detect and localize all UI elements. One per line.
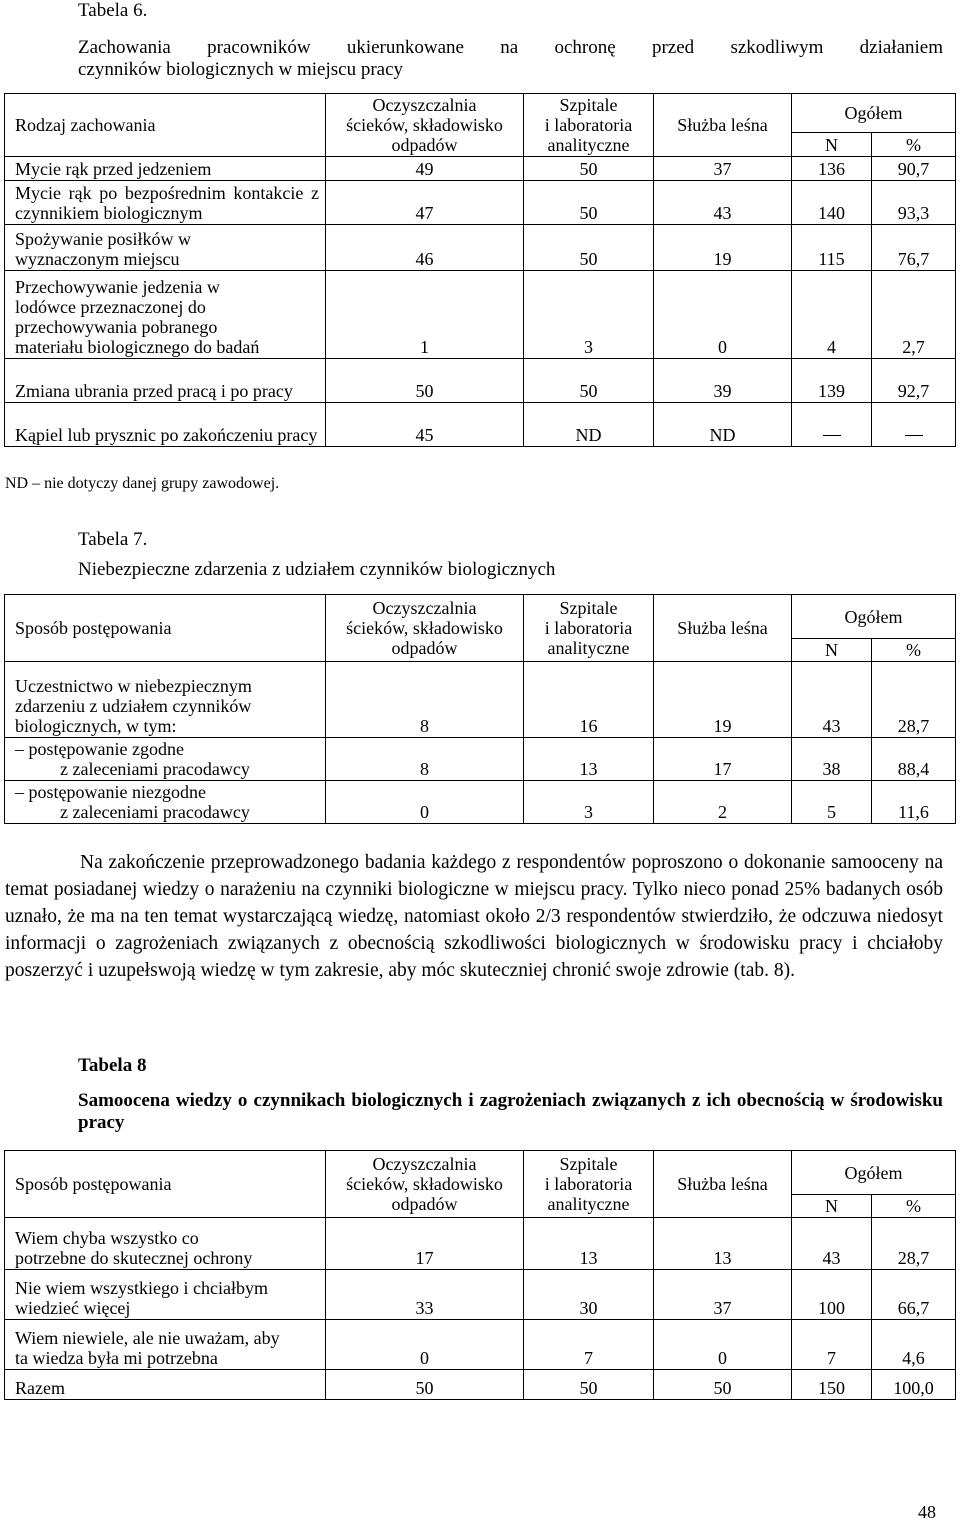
table-row: Razem 50 50 50 150 100,0	[5, 1370, 956, 1400]
table-row: Wiem chyba wszystko co potrzebne do skutecznej ochrony 17 13 13 43 28,7	[5, 1218, 956, 1270]
table-row: Zmiana ubrania przed pracą i po pracy 50 50 39 139 92,7	[5, 359, 956, 403]
table6	[4, 93, 956, 447]
table-row: Uczestnictwo w niebezpiecznym zdarzeniu z udziałem czynników biologicznych, w tym: 8 16 19 43 28,7	[5, 662, 956, 738]
table6-header-pct: %	[872, 133, 956, 157]
table6-title-line2: czynników biologicznych w miejscu pracy	[78, 59, 404, 80]
table8-header-method: Sposób postępowania	[5, 1151, 326, 1218]
table-row: Wiem niewiele, ale nie uważam, aby ta wiedza była mi potrzebna 0 7 0 7 4,6	[5, 1320, 956, 1370]
table8-header-n: N	[792, 1195, 872, 1218]
table-row: – postępowanie niezgodne z zaleceniami pracodawcy 0 3 2 5 11,6	[5, 781, 956, 824]
table-row: Spożywanie posiłków w wyznaczonym miejscu 46 50 19 115 76,7	[5, 225, 956, 271]
dash-bullet: –	[15, 739, 24, 759]
table-row: – postępowanie zgodne z zaleceniami pracodawcy 8 13 17 38 88,4	[5, 738, 956, 781]
not-applicable-dash	[872, 403, 956, 447]
table7-label: Tabela 7.	[78, 529, 148, 550]
table6-label: Tabela 6.	[78, 0, 148, 21]
table6-header-n: N	[792, 133, 872, 157]
table8-header-hospitals: Szpitale i laboratoria analityczne	[524, 1151, 654, 1218]
table6-footnote: ND – nie dotyczy danej grupy zawodowej.	[5, 475, 280, 492]
body-paragraph: Na zakończenie przeprowadzonego badania każdego z respondentów poproszono o dokonanie samooceny na temat posiadanej wiedzy o narażeniu na czynniki biologiczne w miejscu pracy. Tylko nieco ponad 25% badanych osób uznało, że ma na ten temat wystarczającą wiedzę, natomiast około 2/3 respondentów stwierdziło, że odczuwa niedosyt informacji o zagrożeniach związanych z obecnością szkodliwości biologicznych w środowisku pracy i chciałoby poszerzyć i uzupełswoją wiedzę w tym zakresie, aby móc skuteczniej chronić swoje zdrowie (tab. 8).	[5, 852, 943, 981]
table-row: Mycie rąk przed jedzeniem 49 50 37 136 90,7	[5, 157, 956, 181]
table8	[4, 1150, 956, 1400]
table6-header-forestry: Służba leśna	[654, 94, 792, 157]
dash-bullet: –	[15, 782, 24, 802]
table6-header-total: Ogółem	[792, 94, 956, 133]
table7-header-n: N	[792, 639, 872, 662]
table7-header-total: Ogółem	[792, 595, 956, 639]
table8-header-total: Ogółem	[792, 1151, 956, 1195]
table-row: Nie wiem wszystkiego i chciałbym wiedzieć więcej 33 30 37 100 66,7	[5, 1270, 956, 1320]
table7-title: Niebezpieczne zdarzenia z udziałem czynników biologicznych	[78, 559, 556, 580]
table6-header-sewage: Oczyszczalnia ścieków, składowisko odpadów	[326, 94, 524, 157]
table6-header-type: Rodzaj zachowania	[5, 94, 326, 157]
table7-header-forestry: Służba leśna	[654, 595, 792, 662]
table7-header-method: Sposób postępowania	[5, 595, 326, 662]
table8-header-sewage: Oczyszczalnia ścieków, składowisko odpadów	[326, 1151, 524, 1218]
table8-title: Samoocena wiedzy o czynnikach biologicznych i zagrożeniach związanych z ich obecnością w środowisku pracy	[78, 1090, 943, 1133]
table7-header-sewage: Oczyszczalnia ścieków, składowisko odpadów	[326, 595, 524, 662]
table-row: Mycie rąk po bezpośrednim kontakcie z czynnikiem biologicznym 47 50 43 140 93,3	[5, 181, 956, 225]
table-row: Kąpiel lub prysznic po zakończeniu pracy 45 ND ND	[5, 403, 956, 447]
table6-header-hospitals: Szpitale i laboratoria analityczne	[524, 94, 654, 157]
table8-label: Tabela 8	[78, 1055, 147, 1076]
table8-header-pct: %	[872, 1195, 956, 1218]
table7	[4, 594, 956, 824]
table-row: Przechowywanie jedzenia w lodówce przeznaczonej do przechowywania pobranego materiału biologicznego do badań 1 3 0 4 2,7	[5, 271, 956, 359]
table7-header-pct: %	[872, 639, 956, 662]
page-number: 48	[918, 1502, 936, 1522]
table6-title-line1: Zachowania pracowników ukierunkowane na ochronę przed szkodliwym działaniem	[78, 37, 943, 58]
table7-header-hospitals: Szpitale i laboratoria analityczne	[524, 595, 654, 662]
table8-header-forestry: Służba leśna	[654, 1151, 792, 1218]
not-applicable-dash	[792, 403, 872, 447]
